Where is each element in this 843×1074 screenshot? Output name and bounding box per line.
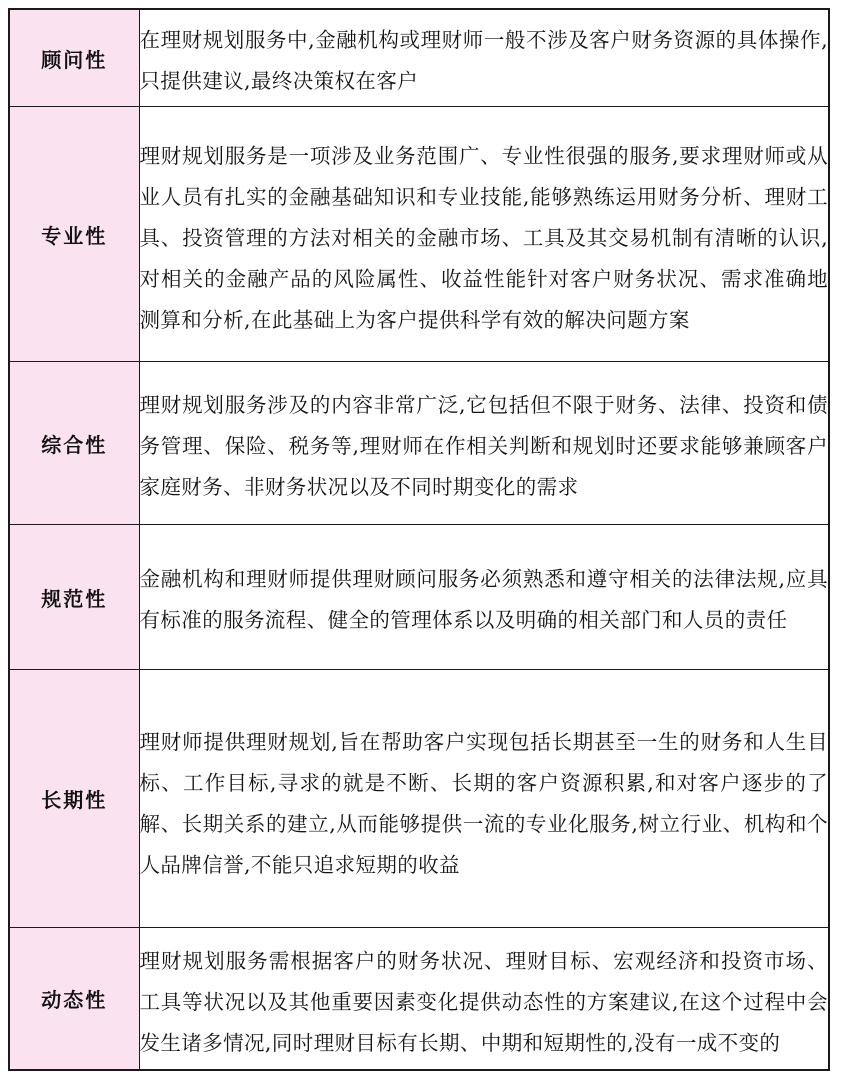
properties-table-container [8,8,830,1071]
row-description-cell [139,107,829,362]
table-row [9,525,829,670]
financial-planning-properties-table [8,8,830,1071]
row-label-text: 动态性 [41,990,108,1012]
row-description-cell [139,670,829,928]
row-label-text: 专业性 [41,225,108,248]
table-row [9,9,829,107]
row-label-text: 综合性 [41,434,108,457]
table-body [9,9,829,1070]
table-row [9,107,829,362]
row-description-text: 理财规划服务是一项涉及业务范围广、专业性很强的服务,要求理财师或从业人员有扎实的金融基础知识和专业技能,能够熟练运用财务分析、理财工具、投资管理的方法对相关的金融市场、工具及其交易机制有清晰的认识,对相关的金融产品的风险属性、收益性能针对客户财务状况、需求准确地测算和分析,在此基础上为客户提供科学有效的解决问题方案 [139,143,828,332]
row-description-cell [139,928,829,1071]
row-label-cell [9,525,139,670]
row-label-cell [9,670,139,928]
row-description-text: 理财师提供理财规划,旨在帮助客户实现包括长期甚至一生的财务和人生目标、工作目标,寻求的就是不断、长期的客户资源积累,和对客户逐步的了解、长期关系的建立,从而能够提供一流的专业化服务,树立行业、机构和个人品牌信誉,不能只追求短期的收益 [139,729,828,877]
row-description-text: 在理财规划服务中,金融机构或理财师一般不涉及客户财务资源的具体操作,只提供建议,最终决策权在客户 [139,28,828,93]
row-label-cell [9,928,139,1071]
table-row [9,362,829,525]
table-row [9,670,829,928]
row-label-text: 顾问性 [41,49,108,72]
row-label-text: 规范性 [41,588,108,611]
row-description-text: 金融机构和理财师提供理财顾问服务必须熟悉和遵守相关的法律法规,应具有标准的服务流程、健全的管理体系以及明确的相关部门和人员的责任 [139,567,828,632]
table-row [9,928,829,1071]
row-description-cell [139,9,829,107]
row-description-text: 理财规划服务需根据客户的财务状况、理财目标、宏观经济和投资市场、工具等状况以及其他重要因素变化提供动态性的方案建议,在这个过程中会发生诸多情况,同时理财目标有长期、中期和短期性的,没有一成不变的 [139,949,828,1055]
row-description-cell [139,362,829,525]
row-description-cell [139,525,829,670]
row-label-cell [9,9,139,107]
row-label-text: 长期性 [41,790,108,812]
row-description-text: 理财规划服务涉及的内容非常广泛,它包括但不限于财务、法律、投资和债务管理、保险、税务等,理财师在作相关判断和规划时还要求能够兼顾客户家庭财务、非财务状况以及不同时期变化的需求 [139,392,828,499]
row-label-cell [9,107,139,362]
row-label-cell [9,362,139,525]
